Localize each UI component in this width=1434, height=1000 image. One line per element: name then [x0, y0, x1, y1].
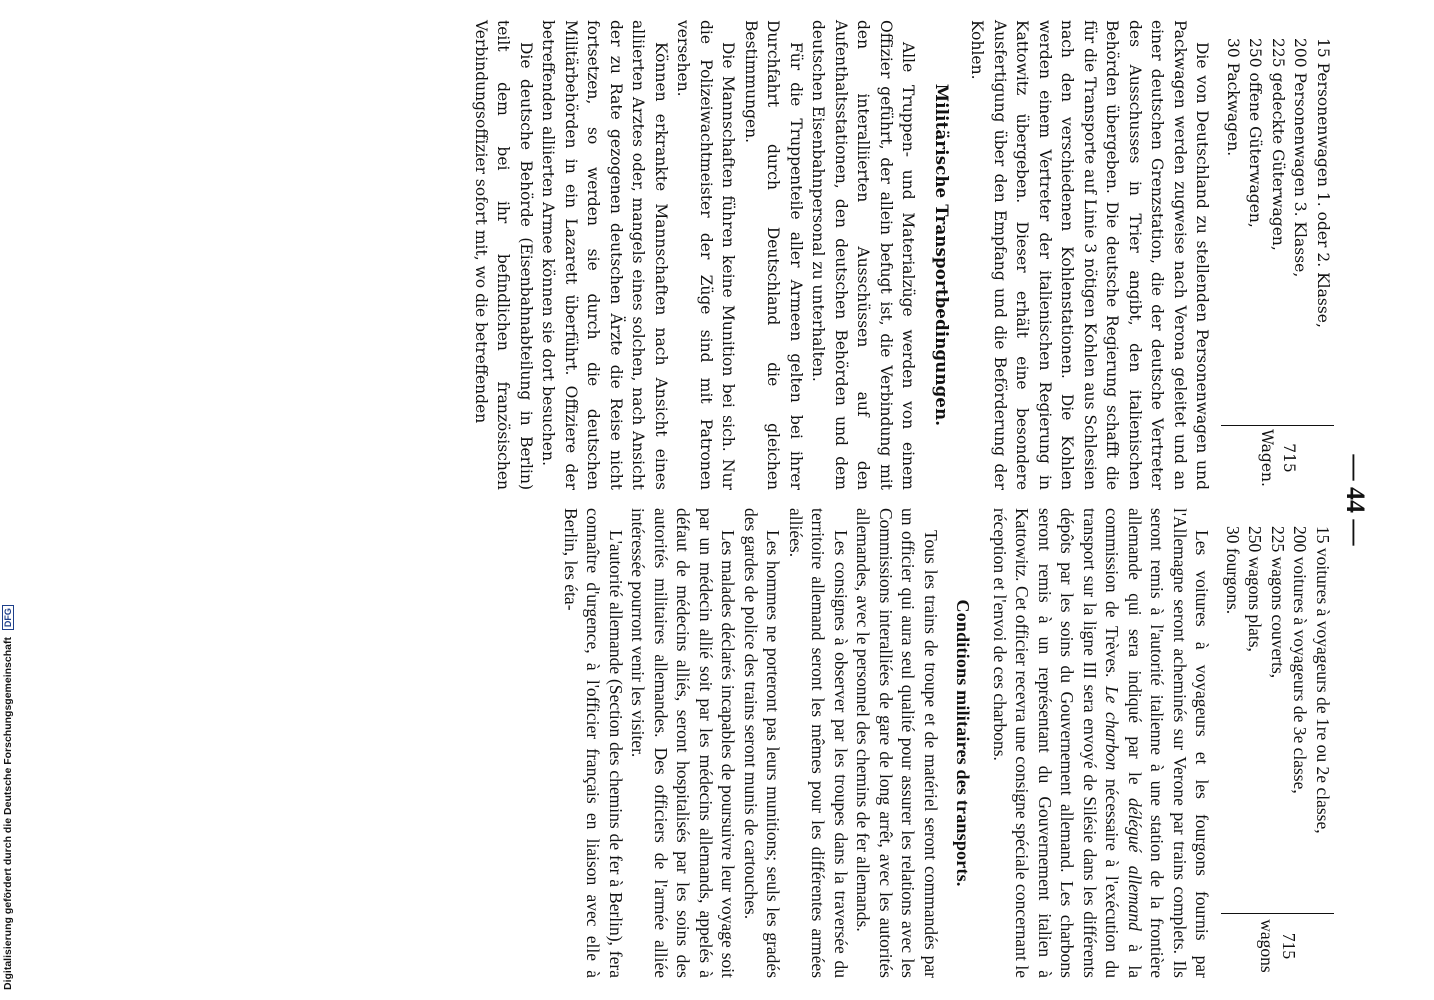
rolling-stock-item: 200 voitures à voyageurs de 3e classe,	[1290, 526, 1311, 794]
rolling-stock-item: 15 voitures à voyageurs de 1re ou 2e classe,	[1313, 526, 1333, 834]
rolling-stock-total-de	[1222, 426, 1335, 490]
funding-note	[2, 605, 14, 990]
rolling-stock-item: 200 Personenwagen 3. Klasse,	[1291, 38, 1310, 278]
rolling-stock-items-de	[1222, 38, 1335, 426]
total-number: 715	[1279, 932, 1300, 960]
total-unit: Wagen.	[1257, 429, 1276, 487]
paragraph-fr-1	[989, 508, 1214, 978]
total-unit: wagons	[1256, 919, 1277, 973]
paragraph-fr: Les malades déclarés incapables de poursuivre leur voyage soit par un médecin allié soit par les médecins allemands, appelés à défaut de médecins alliés, seront hospitalisés par les soins des autorités militaires allemandes. Des officiers de l'armée alliée intéressée pourront venir les visiter.	[628, 508, 739, 978]
rolling-stock-item: 30 Packwagen.	[1224, 38, 1242, 157]
text-run: nécessaire à l'exécution du transport sur la ligne III sera envoyé de Silésie dans les différents dépôts par les soins du Gouvernement allemand. Les charbons seront remis à un représentant du Gouvernement italien à Kattowitz. Cet officier recevra une consigne spéciale concernant le réception et l'envoi de ces charbons.	[990, 508, 1123, 978]
dfg-logo-icon: DFG	[2, 605, 14, 630]
paragraph-fr: Les consignes à observer par les troupes dans la traversée du territoire allemand seront les mêmes pour les différentes armées alliées.	[786, 508, 851, 978]
paragraph-de: Für die Truppenteile aller Armeen gelten bei ihrer Durchfahrt durch Deutschland die gleichen Bestimmungen.	[742, 20, 805, 490]
section-heading-fr: Conditions militaires des transports.	[953, 599, 974, 887]
paragraph-fr: Tous les trains de troupe et de matériel seront commandés par un officier qui aura seul qualité pour assurer les relations avec les Commissions interalliées de gare de long arrêt, avec les autorités allemandes, avec le personnel des chemins de fer allemands.	[853, 508, 941, 978]
paragraph-fr: Les hommes ne porteront pas leurs munitions; seuls les gradés des gardes de police des trains seront munis de cartouches.	[741, 508, 784, 978]
paragraph-de: Die deutsche Behörde (Eisenbahnabteilung in Berlin) teilt dem bei ihr befindlichen französischen Verbindungsoffizier sofort mit, wo die betreffenden	[472, 20, 535, 490]
rolling-stock-items-fr	[1222, 526, 1335, 914]
german-column	[470, 20, 1335, 490]
rolling-stock-list-fr	[1222, 526, 1335, 978]
text-run: Les voitures à voyageurs et les fourgons fournis par l'Allemagne seront acheminés sur Verone par trains complets. Ils seront remis à l'autorité italienne à une station de la frontière allemande qui sera indiqué par le	[1125, 508, 1213, 978]
page-number: — 44 —	[1341, 454, 1370, 546]
text-run: à la commission de Trèves.	[1102, 508, 1145, 979]
paragraph-de: Können erkrankte Mannschaften nach Ansicht eines alliierten Arztes oder, mangels eines solchen, nach Ansicht der zu Rate gezogenen deutschen Ärzte die Reise nicht fortsetzen, so werden sie durch die deutschen Militärbehörden in ein Lazarett überführt. Offiziere der betreffenden alliierten Armee können sie dort besuchen.	[539, 20, 670, 490]
rolling-stock-list-de	[1222, 38, 1335, 490]
rolling-stock-item: 250 offene Güterwagen,	[1246, 38, 1265, 228]
rolling-stock-total-fr	[1222, 914, 1335, 978]
paragraph-fr: L'autorité allemande (Section des chemins de fer à Berlin), fera connaître d'urgence, à l'officier français en liaison avec elle à Berlin, les éta-	[561, 508, 626, 978]
rolling-stock-item: 15 Personenwagen 1. oder 2. Klasse,	[1314, 38, 1332, 328]
paragraph-de: Alle Truppen- und Materialzüge werden von einem Offizier geführt, der allein befugt ist, die Verbindung mit den interalliierten Ausschüssen auf den Aufenthaltsstationen, den deutschen Behörden und dem deutschen Eisenbahnpersonal zu unterhalten.	[809, 20, 918, 490]
paragraph-de: Die Mannschaften führen keine Munition bei sich. Nur die Polizeiwachtmeister der Züge sind mit Patronen versehen.	[674, 20, 738, 490]
total-number: 715	[1280, 443, 1299, 473]
text-run-italic: délégué allemand	[1125, 798, 1145, 931]
paragraph-de-1: Die von Deutschland zu stellenden Personenwagen und Packwagen werden zugweise nach Verona geleitet und an einer deutschen Grenzstation, die der deutsche Vertreter des Ausschusses in Trier angibt, den italienischen Behörden übergeben. Die deutsche Regierung schafft die für die Transporte auf Linie 3 nötigen Kohlen aus Schlesien nach den verschiedenen Kohlenstationen. Die Kohlen werden einem Vertreter der italienischen Regierung in Kattowitz übergeben. Dieser erhält eine besondere Ausfertigung über den Empfang und die Beförderung der Kohlen.	[968, 20, 1212, 490]
rolling-stock-item: 225 wagons couverts,	[1268, 526, 1288, 679]
rolling-stock-item: 250 wagons plats,	[1245, 526, 1266, 652]
rolling-stock-item: 225 gedeckte Güterwagen,	[1269, 38, 1287, 251]
section-heading-de: Militärische Transportbedingungen.	[932, 83, 951, 427]
rolling-stock-item: 30 fourgons.	[1223, 526, 1243, 615]
text-run-italic: Le charbon	[1102, 685, 1123, 771]
funding-text: Digitalisierung gefördert durch die Deutsche Forschungsgemeinschaft	[2, 637, 14, 990]
french-column	[560, 508, 1335, 978]
